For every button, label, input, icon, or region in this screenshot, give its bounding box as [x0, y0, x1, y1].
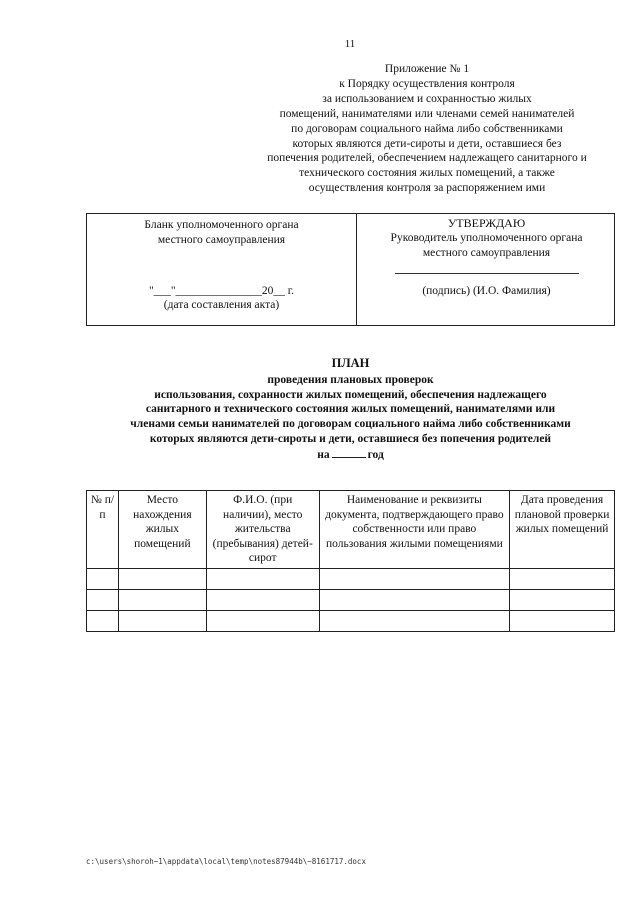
table-cell [319, 568, 510, 589]
appendix-line: Приложение № 1 [384, 63, 470, 75]
table-cell [87, 589, 119, 610]
table-cell [206, 589, 319, 610]
table-cell [118, 610, 206, 631]
head-title-line-1: Руководитель уполномоченного органа [390, 232, 583, 244]
header-fio: Ф.И.О. (при наличии), место жительства (пребывания) детей-сирот [206, 491, 319, 569]
inspection-plan-table [86, 490, 615, 632]
header-location: Место нахождения жилых помещений [118, 491, 206, 569]
year-suffix: год [367, 448, 384, 461]
plan-heading [86, 356, 615, 463]
plan-subtitle-line: членами семьи нанимателей по договорам социального найма либо собственниками [130, 418, 571, 431]
plan-year-line [317, 447, 384, 463]
table-row [87, 610, 615, 631]
signature-caption: (подпись) (И.О. Фамилия) [422, 285, 551, 297]
table-cell [87, 610, 119, 631]
appendix-header [236, 62, 618, 196]
table-cell [319, 589, 510, 610]
appendix-line: попечения родителей, обеспечением надлежащего санитарного и [267, 152, 587, 165]
appendix-line: за использованием и сохранностью жилых [322, 92, 532, 105]
plan-subtitle-line: проведения плановых проверок [267, 373, 434, 386]
header-document: Наименование и реквизиты документа, подтверждающего право собственности или право пользования жилыми помещениями [319, 491, 510, 569]
table-cell [87, 568, 119, 589]
table-cell [510, 589, 615, 610]
table-cell [510, 610, 615, 631]
table-cell [118, 568, 206, 589]
header-inspection-date: Дата проведения плановой проверки жилых помещений [510, 491, 615, 569]
act-date-caption: (дата составления акта) [163, 299, 280, 311]
plan-subtitle-line: санитарного и технического состояния жилых помещений, нанимателями или [145, 403, 556, 416]
approval-block [357, 214, 616, 299]
table-cell [510, 568, 615, 589]
authority-line-1: Бланк уполномоченного органа [144, 219, 299, 231]
table-cell [118, 589, 206, 610]
table-row [87, 589, 615, 610]
approval-header-box [86, 213, 615, 326]
act-date-field: "___"_______________20__ г. [148, 285, 295, 297]
appendix-line: по договорам социального найма либо собственниками [291, 122, 563, 135]
appendix-line: осуществления контроля за распоряжением ими [308, 182, 546, 195]
appendix-line: которых являются дети-сироты и дети, оставшиеся без [292, 137, 562, 150]
plan-subtitle-line: использования, сохранности жилых помещений, обеспечения надлежащего [154, 388, 547, 401]
year-prefix: на [317, 448, 330, 461]
table-cell [319, 610, 510, 631]
table-row [87, 568, 615, 589]
approve-heading: УТВЕРЖДАЮ [447, 216, 526, 230]
appendix-line: технического состояния жилых помещений, а также [299, 167, 555, 180]
table-header-row [87, 491, 615, 569]
header-number: № п/п [87, 491, 119, 569]
authority-line-2: местного самоуправления [157, 234, 286, 246]
plan-subtitle-line: которых являются дети-сироты и дети, оставшиеся без попечения родителей [149, 432, 552, 445]
plan-title: ПЛАН [331, 356, 370, 370]
document-file-path: c:\users\shoroh~1\appdata\local\temp\notes87944b\~8161717.docx [86, 857, 366, 866]
signature-line [395, 273, 579, 274]
head-title-line-2: местного самоуправления [422, 247, 551, 259]
appendix-line: к Порядку осуществления контроля [339, 77, 515, 90]
page-number: 11 [344, 38, 356, 50]
table-cell [206, 568, 319, 589]
year-blank [332, 447, 366, 458]
appendix-line: помещений, нанимателями или членами семей нанимателей [279, 107, 575, 120]
table-cell [206, 610, 319, 631]
authority-blank [87, 214, 356, 311]
